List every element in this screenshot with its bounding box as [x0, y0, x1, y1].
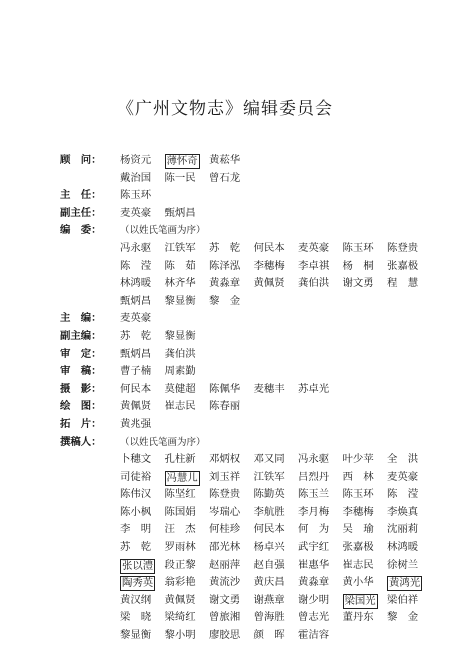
person-name: 陈玉环 — [342, 488, 374, 501]
person-name: 陈国娟 — [164, 505, 196, 518]
person-name: 江铁军 — [164, 241, 196, 254]
person-name: 黄汉纲 — [120, 593, 152, 606]
section-row — [60, 557, 440, 575]
person-name: 沈丽莉 — [387, 523, 419, 536]
person-name: 周素勤 — [164, 365, 196, 378]
person-name: 谢文勇 — [342, 277, 374, 290]
section-row — [60, 486, 440, 504]
person-name: 陈玉环 — [342, 241, 374, 254]
person-name: 梁绮红 — [164, 611, 196, 624]
person-name: 赵自强 — [253, 558, 285, 571]
person-name: 黎显衡 — [120, 629, 152, 642]
person-name: 武宇红 — [298, 541, 330, 554]
person-name: 曹子楠 — [120, 365, 152, 378]
section-row — [60, 609, 440, 627]
section-row — [60, 574, 440, 592]
person-name: 曾石龙 — [209, 171, 241, 184]
person-name: 刘玉祥 — [209, 470, 241, 483]
person-name: 孔柱新 — [164, 453, 196, 466]
person-name: 何桂珍 — [209, 523, 241, 536]
section-row — [60, 293, 440, 311]
section-note: （以姓氏笔画为序） — [120, 225, 206, 237]
person-name: 薄怀奇 — [166, 155, 198, 167]
person-name: 何民本 — [120, 382, 152, 395]
person-name: 黄佩贤 — [253, 277, 285, 290]
person-name: 邓炳权 — [209, 453, 241, 466]
person-name: 段正黎 — [164, 558, 196, 571]
person-name: 邓又同 — [253, 453, 285, 466]
person-name: 李穗梅 — [253, 259, 285, 272]
section-row — [60, 346, 440, 364]
person-name: 甄炳昌 — [164, 206, 196, 219]
person-name: 崔志民 — [342, 558, 374, 571]
section-label: 审 稿： — [60, 365, 102, 378]
person-name: 邵光林 — [209, 541, 241, 554]
person-name: 黄菘华 — [209, 154, 241, 166]
section-row — [60, 469, 440, 487]
person-name: 陈 滢 — [120, 259, 152, 272]
section-row — [60, 363, 440, 381]
person-name: 崔惠华 — [298, 558, 330, 571]
person-name: 麦英豪 — [120, 206, 152, 219]
section-row — [60, 592, 440, 610]
person-name: 陈坚红 — [164, 488, 196, 501]
person-name: 霍洁容 — [298, 629, 330, 642]
person-name: 黄鸿光 — [389, 577, 421, 590]
person-name: 曾旅湘 — [209, 611, 241, 624]
person-name: 李焕真 — [387, 505, 419, 518]
section-row — [60, 521, 440, 539]
person-name: 苏 乾 — [209, 241, 241, 254]
person-name: 陈玉环 — [120, 189, 152, 202]
section-row — [60, 539, 440, 557]
person-name: 廖胶思 — [209, 629, 241, 642]
person-name: 张嘉极 — [342, 541, 374, 554]
section-label: 顾 问： — [60, 154, 102, 166]
person-name: 林鸿暖 — [120, 277, 152, 290]
person-name: 陈登贵 — [209, 488, 241, 501]
section-row — [60, 434, 440, 452]
person-name: 黎 金 — [209, 294, 241, 307]
section-row — [60, 381, 440, 399]
person-name: 黎 金 — [387, 611, 419, 624]
person-name: 张嘉极 — [387, 259, 419, 272]
person-name: 麦英豪 — [298, 241, 330, 254]
section-label: 副主编： — [60, 329, 102, 342]
section-label: 拓 片： — [60, 417, 102, 430]
section-label: 主 编： — [60, 312, 102, 325]
person-name: 李穗梅 — [342, 505, 374, 518]
section-row — [60, 627, 440, 645]
person-name: 陈小枫 — [120, 505, 152, 518]
section-row — [60, 416, 440, 434]
person-name: 陈伟汉 — [120, 488, 152, 501]
section-row — [60, 451, 440, 469]
person-name: 陈登贵 — [387, 241, 419, 254]
section-row — [60, 152, 440, 170]
committee-list — [60, 152, 440, 645]
person-name: 苏 乾 — [120, 541, 152, 554]
person-name: 黄淼章 — [209, 277, 241, 290]
page-title: 《广州文物志》编辑委员会 — [117, 99, 333, 119]
section-row — [60, 310, 440, 328]
person-name: 莫健超 — [164, 382, 196, 395]
person-name: 梁 晓 — [120, 611, 152, 624]
section-label: 摄 影： — [60, 382, 102, 395]
person-name: 程 慧 — [387, 277, 419, 290]
person-name: 李卓祺 — [298, 259, 330, 272]
person-name: 龚伯洪 — [298, 277, 330, 290]
person-name: 陈一民 — [164, 171, 196, 184]
section-row — [60, 187, 440, 205]
person-name: 何民本 — [253, 241, 285, 254]
person-name: 苏卓光 — [298, 382, 330, 395]
person-name: 谢少明 — [298, 593, 330, 606]
person-name: 杨卓兴 — [253, 541, 285, 554]
person-name: 陈泽泓 — [209, 259, 241, 272]
person-name: 曾海胜 — [253, 611, 285, 624]
section-row — [60, 222, 440, 240]
person-name: 何民本 — [253, 523, 285, 536]
person-name: 陈 滢 — [387, 488, 419, 501]
person-name: 陈春丽 — [209, 400, 241, 413]
person-name: 司徒裕 — [120, 470, 152, 483]
person-name: 陈玉兰 — [298, 488, 330, 501]
section-label: 副主任： — [60, 206, 102, 219]
person-name: 梁伯祥 — [387, 593, 419, 606]
person-name: 甄炳昌 — [120, 347, 152, 360]
person-name: 叶少苹 — [342, 453, 374, 466]
section-row — [60, 504, 440, 522]
person-name: 杨资元 — [120, 154, 152, 166]
person-name: 崔志民 — [164, 400, 196, 413]
person-name: 徐树兰 — [387, 558, 419, 571]
person-name: 陶秀英 — [122, 577, 154, 590]
person-name: 黄小华 — [342, 576, 374, 589]
section-row — [60, 275, 440, 293]
person-name: 麦穗丰 — [253, 382, 285, 395]
person-name: 吕烈丹 — [298, 470, 330, 483]
person-name: 梁国光 — [344, 594, 376, 607]
person-name: 岑瑞心 — [209, 505, 241, 518]
person-name: 赵丽萍 — [209, 558, 241, 571]
person-name: 苏 乾 — [120, 329, 152, 342]
person-name: 汪 杰 — [164, 523, 196, 536]
person-name: 李航胜 — [253, 505, 285, 518]
person-name: 黎显衡 — [164, 294, 196, 307]
person-name: 黄淼章 — [298, 576, 330, 589]
person-name: 谢燕章 — [253, 593, 285, 606]
person-name: 翁彩艳 — [164, 576, 196, 589]
person-name: 黄流沙 — [209, 576, 241, 589]
person-name: 陈勤英 — [253, 488, 285, 501]
person-name: 李 明 — [120, 523, 152, 536]
person-name: 颜 晖 — [253, 629, 285, 642]
person-name: 冯慧儿 — [166, 471, 198, 484]
person-name: 黄佩贤 — [120, 400, 152, 413]
section-label: 主 任： — [60, 189, 102, 202]
section-row — [60, 205, 440, 223]
person-name: 卜穗文 — [120, 453, 152, 466]
section-note: （以姓氏笔画为序） — [120, 436, 206, 448]
person-name: 张以澧 — [122, 559, 154, 572]
person-name: 曾志光 — [298, 611, 330, 624]
person-name: 黄庆昌 — [253, 576, 285, 589]
person-name: 麦英豪 — [387, 470, 419, 483]
person-name: 甄炳昌 — [120, 294, 152, 307]
section-label: 撰稿人： — [60, 435, 102, 448]
person-name: 董丹东 — [342, 611, 374, 624]
person-name: 全 洪 — [387, 453, 419, 466]
section-row — [60, 398, 440, 416]
person-name: 黎显衡 — [164, 329, 196, 342]
person-name: 罗雨林 — [164, 541, 196, 554]
section-label: 审 定： — [60, 347, 102, 360]
person-name: 麦英豪 — [120, 312, 152, 325]
person-name: 黎小明 — [164, 629, 196, 642]
person-name: 冯永驱 — [298, 453, 330, 466]
person-name: 龚伯洪 — [164, 347, 196, 360]
person-name: 杨 桐 — [342, 259, 374, 272]
section-row — [60, 258, 440, 276]
person-name: 谢文勇 — [209, 593, 241, 606]
person-name: 西 林 — [342, 470, 374, 483]
person-name: 江铁军 — [253, 470, 285, 483]
section-row — [60, 240, 440, 258]
person-name: 何 为 — [298, 523, 330, 536]
person-name: 吴 瑜 — [342, 523, 374, 536]
person-name: 陈 茹 — [164, 259, 196, 272]
person-name: 李月梅 — [298, 505, 330, 518]
section-label: 绘 图： — [60, 400, 102, 413]
person-name: 林鸿暖 — [387, 541, 419, 554]
section-label: 编 委： — [60, 224, 102, 237]
person-name: 戴治国 — [120, 171, 152, 184]
section-row — [60, 170, 440, 188]
person-name: 陈佩华 — [209, 382, 241, 395]
person-name: 黄佩贤 — [164, 593, 196, 606]
section-row — [60, 328, 440, 346]
person-name: 林齐华 — [164, 277, 196, 290]
person-name: 黄兆强 — [120, 417, 152, 430]
person-name: 冯永驱 — [120, 241, 152, 254]
